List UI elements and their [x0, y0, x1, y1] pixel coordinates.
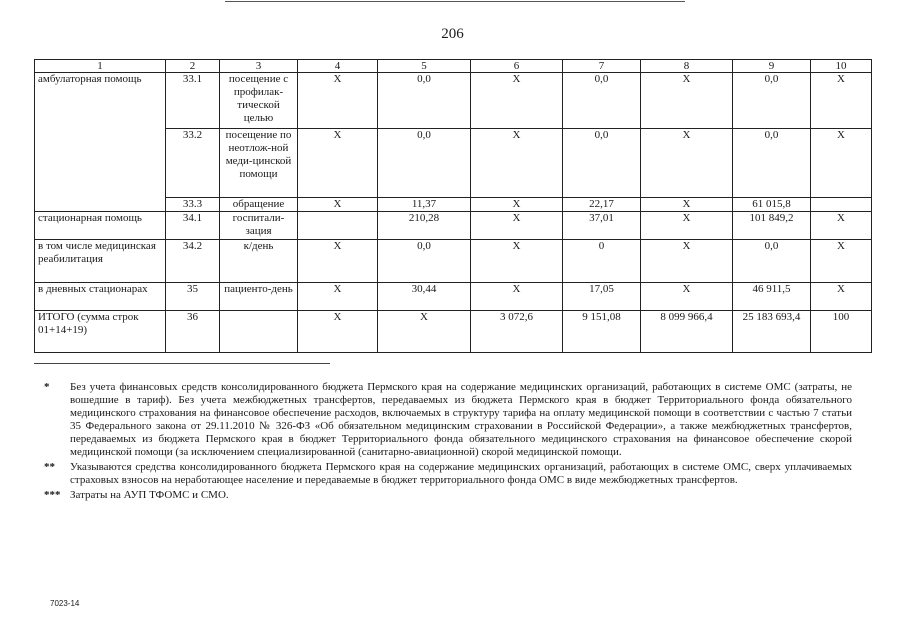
cell-col8: Х	[641, 240, 733, 283]
cell-col7: 0	[563, 240, 641, 283]
column-number: 1	[35, 60, 166, 73]
cell-col8: Х	[641, 212, 733, 240]
cell-col9: 46 911,5	[733, 283, 811, 311]
footnote-text: Затраты на АУП ТФОМС и СМО.	[70, 489, 229, 501]
table-row	[35, 240, 872, 283]
cell-col6: Х	[471, 129, 563, 198]
cell-col6: Х	[471, 212, 563, 240]
cell-col6: Х	[471, 73, 563, 129]
cell-col8: Х	[641, 129, 733, 198]
cell-col8: Х	[641, 283, 733, 311]
cell-col10: Х	[811, 212, 872, 240]
column-number: 4	[298, 60, 378, 73]
cell-col5: 11,37	[378, 198, 471, 212]
cell-col8: Х	[641, 73, 733, 129]
footnote-separator	[34, 363, 330, 364]
cell-col5: 210,28	[378, 212, 471, 240]
footnote	[44, 489, 852, 502]
footnote-mark: **	[44, 461, 55, 473]
footnote	[44, 461, 852, 487]
row-label: амбулаторная помощь	[35, 73, 166, 212]
cell-col8: Х	[641, 198, 733, 212]
row-label: в том числе медицинская реабилитация	[35, 240, 166, 283]
cell-col4: Х	[298, 73, 378, 129]
row-unit: посещение с профилак-тической целью	[220, 73, 298, 129]
column-number: 3	[220, 60, 298, 73]
cell-col9: 101 849,2	[733, 212, 811, 240]
footnotes	[44, 381, 852, 504]
row-label: в дневных стационарах	[35, 283, 166, 311]
footnote-text: Без учета финансовых средств консолидированного бюджета Пермского края на содержание медицинских организаций, работающих в системе ОМС (затраты, не вошедшие в тариф). Без учета межбюджетных трансфертов, передаваемых из бюджета Пермского края в бюджет Территориального фонда обязательного медицинского страхования на финансовое обеспечение расходов, включаемых в структуру тарифа на оплату медицинской помощи в соответствии с частью 7 статьи 35 Федерального закона от 29.11.2010 № 326-ФЗ «Об обязательном медицинским страховании в Российской Федерации», а также межбюджетных трансфертов, передаваемых из бюджета Пермского края в бюджет Территориального фонда обязательного медицинского страхования на финансовое обеспечение скорой медицинской помощи (за исключением специализированной (санитарно-авиационной) скорой медицинской помощи.	[70, 381, 852, 458]
cell-col8: 8 099 966,4	[641, 311, 733, 353]
cell-col9: 0,0	[733, 73, 811, 129]
cell-col5: 0,0	[378, 240, 471, 283]
column-number-row	[35, 60, 872, 73]
cell-col9: 25 183 693,4	[733, 311, 811, 353]
cell-col7: 37,01	[563, 212, 641, 240]
row-code: 36	[166, 311, 220, 353]
cell-col10: 100	[811, 311, 872, 353]
row-label: ИТОГО (сумма строк 01+14+19)	[35, 311, 166, 353]
cell-col9: 0,0	[733, 129, 811, 198]
row-code: 33.3	[166, 198, 220, 212]
footnote	[44, 381, 852, 459]
table-row	[35, 73, 872, 129]
row-code: 34.2	[166, 240, 220, 283]
cell-col6: Х	[471, 198, 563, 212]
row-code: 35	[166, 283, 220, 311]
row-unit: пациенто-день	[220, 283, 298, 311]
cell-col7: 22,17	[563, 198, 641, 212]
column-number: 9	[733, 60, 811, 73]
cell-col10: Х	[811, 283, 872, 311]
row-unit: к/день	[220, 240, 298, 283]
cell-col5: 30,44	[378, 283, 471, 311]
footnote-text: Указываются средства консолидированного бюджета Пермского края на содержание медицинских организаций, работающих в системе ОМС, сверх уплачиваемых страховых взносов на неработающее население и передаваемые в бюджет территориального фонда ОМС в виде межбюджетных трансфертов.	[70, 461, 852, 486]
column-number: 10	[811, 60, 872, 73]
row-unit	[220, 311, 298, 353]
column-number: 6	[471, 60, 563, 73]
footnote-mark: *	[44, 381, 50, 393]
page-number: 206	[441, 26, 464, 42]
cell-col5: 0,0	[378, 129, 471, 198]
cell-col7: 17,05	[563, 283, 641, 311]
cell-col4: Х	[298, 198, 378, 212]
table-row	[35, 212, 872, 240]
row-unit: обращение	[220, 198, 298, 212]
column-number: 7	[563, 60, 641, 73]
table-row	[35, 283, 872, 311]
cell-col7: 0,0	[563, 129, 641, 198]
top-rule	[225, 1, 685, 2]
cell-col9: 0,0	[733, 240, 811, 283]
table-row-total	[35, 311, 872, 353]
column-number: 2	[166, 60, 220, 73]
row-unit: посещение по неотлож-ной меди-цинской помощи	[220, 129, 298, 198]
cell-col4: Х	[298, 240, 378, 283]
cell-col4	[298, 212, 378, 240]
cell-col7: 9 151,08	[563, 311, 641, 353]
cell-col9: 61 015,8	[733, 198, 811, 212]
row-code: 33.1	[166, 73, 220, 129]
column-number: 5	[378, 60, 471, 73]
cell-col6: Х	[471, 283, 563, 311]
cell-col5: 0,0	[378, 73, 471, 129]
cell-col7: 0,0	[563, 73, 641, 129]
column-number: 8	[641, 60, 733, 73]
row-code: 34.1	[166, 212, 220, 240]
cell-col4: Х	[298, 129, 378, 198]
budget-table	[34, 59, 872, 353]
cell-col10: Х	[811, 129, 872, 198]
row-unit: госпитали-зация	[220, 212, 298, 240]
cell-col6: Х	[471, 240, 563, 283]
footnote-mark: ***	[44, 489, 61, 501]
cell-col10	[811, 198, 872, 212]
row-code: 33.2	[166, 129, 220, 198]
cell-col10: Х	[811, 240, 872, 283]
cell-col6: 3 072,6	[471, 311, 563, 353]
cell-col5: Х	[378, 311, 471, 353]
cell-col10: Х	[811, 73, 872, 129]
document-code: 7023-14	[50, 599, 80, 608]
cell-col4: Х	[298, 283, 378, 311]
row-label: стационарная помощь	[35, 212, 166, 240]
cell-col4: Х	[298, 311, 378, 353]
